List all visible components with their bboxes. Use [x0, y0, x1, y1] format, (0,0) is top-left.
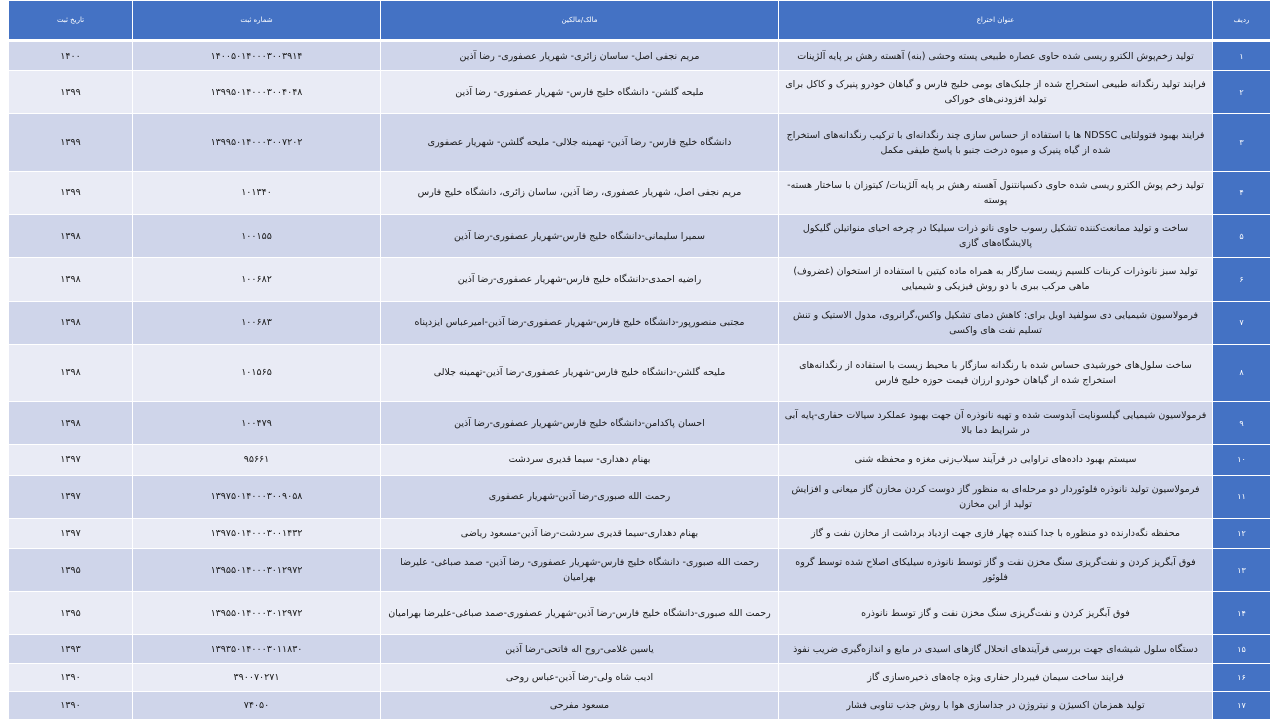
row-reg-no: ۱۳۹۷۵۰۱۴۰۰۰۳۰۰۱۴۳۲ [133, 518, 381, 548]
row-owners: یاسین غلامی-روح اله فاتحی-رضا آذین [381, 635, 779, 663]
row-owners: مریم نجفی اصل، شهریار عصفوری، رضا آذین، ساسان زائری، دانشگاه خلیج فارس [381, 171, 779, 214]
row-title: سیستم بهبود داده‌های تراوایی در فرآیند سیلاب‌زنی مغزه و محفظه شنی [779, 445, 1213, 475]
table-row [9, 71, 1271, 114]
row-reg-no: ۱۳۹۵۵۰۱۴۰۰۰۳۰۱۲۹۷۲ [133, 592, 381, 635]
row-owners: راضیه احمدی-دانشگاه خلیج فارس-شهریار عصفوری-رضا آذین [381, 258, 779, 301]
row-title: فرمولاسیون تولید نانوذره فلوئوردار دو مرحله‌ای به منظور گاز دوست کردن مخازن گاز میعانی و افزایش تولید از این مخازن [779, 475, 1213, 518]
row-reg-no: ۷۴۰۵۰ [133, 691, 381, 719]
row-owners: بهنام دهداری- سیما قدیری سردشت [381, 445, 779, 475]
row-reg-date: ۱۳۹۸ [9, 258, 133, 301]
row-owners: مریم نجفی اصل- ساسان زائری- شهریار عصفوری- رضا آذین [381, 41, 779, 71]
table-row [9, 475, 1271, 518]
row-index: ۱۴ [1213, 592, 1271, 635]
row-title: فرمولاسیون شیمیایی گیلسونایت آبدوست شده و تهیه نانوذره آن جهت بهبود عملکرد سیالات حفاری-پایه آبی در شرایط دما بالا [779, 402, 1213, 445]
row-owners: دانشگاه خلیج فارس- رضا آذین- تهمینه جلالی- ملیحه گلشن- شهریار عصفوری [381, 114, 779, 171]
row-title: ساخت سلول‌های خورشیدی حساس شده با رنگدانه سازگار با محیط زیست با استفاده از رنگدانه‌های استخراج شده از گیاهان خودرو ارزان قیمت حوزه خلیج فارس [779, 344, 1213, 401]
row-reg-date: ۱۳۹۵ [9, 592, 133, 635]
header-owners: مالک/مالکین [381, 1, 779, 41]
row-reg-no: ۱۰۱۳۴۰ [133, 171, 381, 214]
row-reg-no: ۳۹۰۰۷۰۲۷۱ [133, 663, 381, 691]
row-owners: ملیحه گلشن-دانشگاه خلیج فارس-شهریار عصفوری-رضا آذین-تهمینه جلالی [381, 344, 779, 401]
row-reg-no: ۱۰۰۱۵۵ [133, 215, 381, 258]
table-row [9, 301, 1271, 344]
row-reg-date: ۱۴۰۰ [9, 41, 133, 71]
row-owners: ملیحه گلشن- دانشگاه خلیج فارس- شهریار عصفوری- رضا آذین [381, 71, 779, 114]
row-index: ۱۶ [1213, 663, 1271, 691]
row-title: تولید زخم پوش الکترو ریسی شده حاوی دکسپانتنول آهسته رهش بر پایه آلژینات/ کیتوزان با ساختار هسته-پوسته [779, 171, 1213, 214]
row-index: ۱۰ [1213, 445, 1271, 475]
row-reg-no: ۱۳۹۹۵۰۱۴۰۰۰۳۰۰۷۲۰۲ [133, 114, 381, 171]
row-title: دستگاه سلول شیشه‌ای جهت بررسی فرآیندهای انحلال گازهای اسیدی در مایع و اندازه‌گیری ضریب نفوذ [779, 635, 1213, 663]
row-reg-date: ۱۳۹۸ [9, 215, 133, 258]
table-row [9, 445, 1271, 475]
row-reg-no: ۹۵۶۶۱ [133, 445, 381, 475]
row-title: فرایند ساخت سیمان فیبردار حفاری ویژه چاه‌های ذخیره‌سازی گاز [779, 663, 1213, 691]
row-index: ۷ [1213, 301, 1271, 344]
header-row [9, 1, 1271, 41]
row-index: ۹ [1213, 402, 1271, 445]
row-reg-date: ۱۳۹۷ [9, 475, 133, 518]
header-index: ردیف [1213, 1, 1271, 41]
row-reg-no: ۱۳۹۹۵۰۱۴۰۰۰۳۰۰۴۰۴۸ [133, 71, 381, 114]
row-reg-date: ۱۳۹۰ [9, 691, 133, 719]
row-owners: رحمت الله صبوری- دانشگاه خلیج فارس-شهریار عصفوری- رضا آذین- صمد صباغی- علیرضا بهرامیان [381, 548, 779, 591]
row-index: ۳ [1213, 114, 1271, 171]
row-reg-date: ۱۳۹۹ [9, 71, 133, 114]
row-reg-no: ۱۰۱۵۶۵ [133, 344, 381, 401]
header-reg-no: شماره ثبت [133, 1, 381, 41]
row-index: ۶ [1213, 258, 1271, 301]
row-reg-no: ۱۴۰۰۵۰۱۴۰۰۰۳۰۰۳۹۱۴ [133, 41, 381, 71]
row-owners: سمیرا سلیمانی-دانشگاه خلیج فارس-شهریار عصفوری-رضا آذین [381, 215, 779, 258]
row-reg-date: ۱۳۹۸ [9, 344, 133, 401]
row-reg-no: ۱۳۹۵۵۰۱۴۰۰۰۳۰۱۲۹۷۲ [133, 548, 381, 591]
row-index: ۲ [1213, 71, 1271, 114]
row-title: فرایند بهبود فتوولتایی NDSSC ها با استفاده از حساس سازی چند رنگدانه‌ای با ترکیب رنگدانه‌های استخراج شده از گیاه پنیرک و میوه درخت جنبو با پاسخ طیفی مکمل [779, 114, 1213, 171]
table-row [9, 114, 1271, 171]
row-owners: مسعود مفرحی [381, 691, 779, 719]
row-reg-no: ۱۰۰۶۸۲ [133, 258, 381, 301]
row-index: ۱۱ [1213, 475, 1271, 518]
table-row [9, 402, 1271, 445]
row-title: فوق آبگریز کردن و نفت‌گریزی سنگ مخزن نفت و گاز توسط نانوذره [779, 592, 1213, 635]
table-row [9, 344, 1271, 401]
patents-table [8, 0, 1271, 720]
row-reg-date: ۱۳۹۳ [9, 635, 133, 663]
table-row [9, 548, 1271, 591]
table-row [9, 518, 1271, 548]
table-row [9, 215, 1271, 258]
row-owners: احسان پاکدامن-دانشگاه خلیج فارس-شهریار عصفوری-رضا آذین [381, 402, 779, 445]
row-index: ۱۲ [1213, 518, 1271, 548]
row-title: فوق آبگریز کردن و نفت‌گریزی سنگ مخزن نفت و گاز توسط نانوذره سیلیکای اصلاح شده توسط گروه فلوئور [779, 548, 1213, 591]
row-index: ۴ [1213, 171, 1271, 214]
row-index: ۱۳ [1213, 548, 1271, 591]
row-owners: رحمت الله صبوری-رضا آذین-شهریار عصفوری [381, 475, 779, 518]
row-reg-date: ۱۳۹۷ [9, 445, 133, 475]
row-owners: مجتبی منصورپور-دانشگاه خلیج فارس-شهریار عصفوری-رضا آذین-امیرعباس ایزدپناه [381, 301, 779, 344]
row-reg-no: ۱۰۰۶۸۳ [133, 301, 381, 344]
row-reg-date: ۱۳۹۸ [9, 402, 133, 445]
table-row [9, 41, 1271, 71]
row-reg-date: ۱۳۹۰ [9, 663, 133, 691]
row-reg-date: ۱۳۹۹ [9, 171, 133, 214]
row-index: ۱۵ [1213, 635, 1271, 663]
row-owners: بهنام دهداری-سیما قدیری سردشت-رضا آذین-مسعود ریاضی [381, 518, 779, 548]
table-row [9, 691, 1271, 719]
table-row [9, 635, 1271, 663]
row-index: ۱۷ [1213, 691, 1271, 719]
row-reg-date: ۱۳۹۷ [9, 518, 133, 548]
row-reg-date: ۱۳۹۸ [9, 301, 133, 344]
table-row [9, 663, 1271, 691]
row-reg-no: ۱۳۹۳۵۰۱۴۰۰۰۳۰۱۱۸۳۰ [133, 635, 381, 663]
row-title: فرایند تولید رنگدانه طبیعی استخراج شده از جلبک‌های بومی خلیج فارس و گیاهان خودرو پنیرک و کاکل برای تولید افزودنی‌های خوراکی [779, 71, 1213, 114]
row-index: ۱ [1213, 41, 1271, 71]
row-title: محفظه نگه‌دارنده دو منظوره با جدا کننده چهار فازی جهت ازدیاد برداشت از مخازن نفت و گاز [779, 518, 1213, 548]
row-title: فرمولاسیون شیمیایی دی سولفید اویل برای: کاهش دمای تشکیل واکس،گرانروی، مدول الاستیک و تنش تسلیم نفت های واکسی [779, 301, 1213, 344]
row-reg-date: ۱۳۹۹ [9, 114, 133, 171]
row-reg-no: ۱۳۹۷۵۰۱۴۰۰۰۳۰۰۹۰۵۸ [133, 475, 381, 518]
row-title: ساخت و تولید ممانعت‌کننده تشکیل رسوب حاوی نانو ذرات سیلیکا در چرخه احیای منواتیلن گلیکول پالایشگاه‌های گازی [779, 215, 1213, 258]
row-index: ۸ [1213, 344, 1271, 401]
table-row [9, 592, 1271, 635]
header-reg-date: تاریخ ثبت [9, 1, 133, 41]
table-row [9, 171, 1271, 214]
table-row [9, 258, 1271, 301]
row-owners: ادیب شاه ولی-رضا آذین-عباس روحی [381, 663, 779, 691]
row-title: تولید همزمان اکسیژن و نیتروژن در جداسازی هوا با روش جذب تناوبی فشار [779, 691, 1213, 719]
row-reg-no: ۱۰۰۴۷۹ [133, 402, 381, 445]
header-title: عنوان اختراع [779, 1, 1213, 41]
row-index: ۵ [1213, 215, 1271, 258]
row-owners: رحمت الله صبوری-دانشگاه خلیج فارس-رضا آذین-شهریار عصفوری-صمد صباغی-علیرضا بهرامیان [381, 592, 779, 635]
row-title: تولید سبز نانوذرات کربنات کلسیم زیست سازگار به همراه ماده کیتین با استفاده از استخوان (غضروف) ماهی مرکب ببری با دو روش فیزیکی و شیمیایی [779, 258, 1213, 301]
row-reg-date: ۱۳۹۵ [9, 548, 133, 591]
row-title: تولید زخم‌پوش الکترو ریسی شده حاوی عصاره طبیعی پسته وحشی (بنه) آهسته رهش بر پایه آلژینات [779, 41, 1213, 71]
